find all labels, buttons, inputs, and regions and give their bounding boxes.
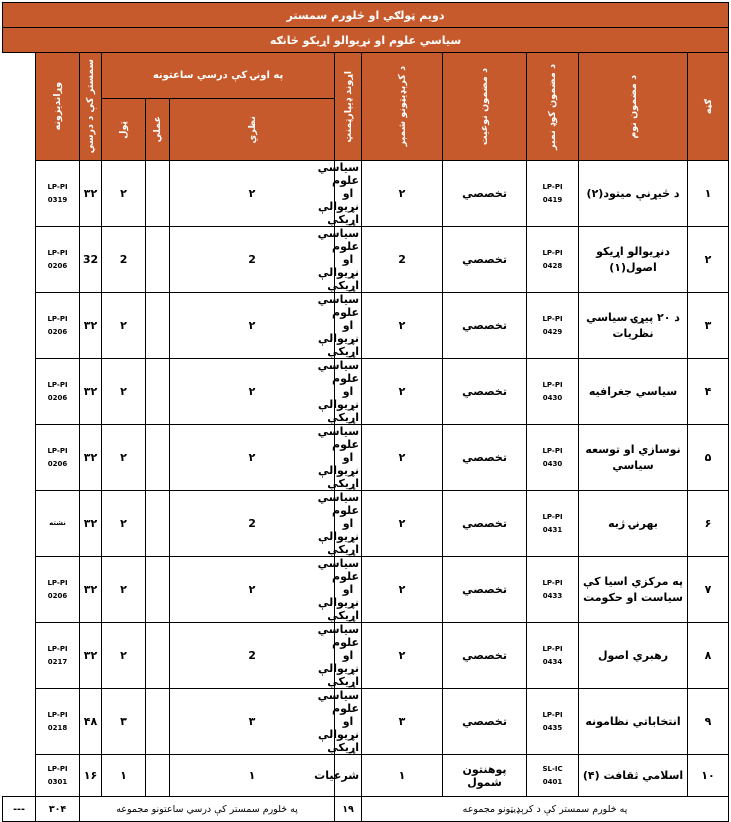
theory-hours: ۲ [170,161,335,227]
semester-hours: ۳۲ [80,623,102,689]
subject-code-number: 0433 [542,591,563,600]
semester-hours: ۳۲ [80,425,102,491]
prerequisite [36,755,80,797]
subject-type: تخصصي [443,359,527,425]
subject-type: تخصصي [443,689,527,755]
semester-hours: ۴۸ [80,689,102,755]
practical-hours [146,227,170,293]
subject-type: تخصصي [443,491,527,557]
subject-code-prefix: LP-PI [542,314,563,323]
prerequisite [36,293,80,359]
table-title: دویم ټولګي او څلورم سمستر [3,3,729,28]
department: سیاسي علوم او نړیوالې اړیکې [335,359,362,425]
prerequisite-prefix: LP-PI [47,644,68,653]
subject-code-number: 0428 [542,261,563,270]
theory-hours: ۲ [170,425,335,491]
subject-code-prefix: LP-PI [542,248,563,257]
credits: ۲ [362,293,443,359]
totals-row [3,797,729,822]
subject-code [527,359,579,425]
prerequisite-prefix: LP-PI [47,380,68,389]
credits-total-value: ۱۹ [335,797,362,822]
subject-name: نوسازي او توسعه سیاسي [579,425,688,491]
credits: 2 [362,227,443,293]
subject-code-prefix: LP-PI [542,446,563,455]
total-hours: ۲ [102,293,146,359]
col-header-subject-code: د مضمون کوډ نمبر [527,53,579,161]
credits: ۲ [362,359,443,425]
row-number: ۱ [688,161,729,227]
row-number: ۸ [688,623,729,689]
subject-code-number: 0430 [542,393,563,402]
semester-hours: ۳۲ [80,359,102,425]
subject-code [527,161,579,227]
table-row [3,491,729,557]
row-number: ۱۰ [688,755,729,797]
col-header-credits: د کرېډیټونو شمېر [362,53,443,161]
semester-hours: ۳۲ [80,557,102,623]
practical-hours [146,623,170,689]
prerequisite-number: 0206 [47,261,68,270]
prerequisite-prefix: LP-PI [47,578,68,587]
credits-total-label: په څلورم سمستر کې د کرېډیټونو مجموعه [362,797,729,822]
total-hours: ۳ [102,689,146,755]
col-header-department: اړوند ډیپارټمنټ [335,53,362,161]
credits: ۲ [362,557,443,623]
subject-type: تخصصي [443,425,527,491]
practical-hours [146,359,170,425]
department: شرعیات [335,755,362,797]
total-hours: ۲ [102,491,146,557]
subject-code-prefix: LP-PI [542,710,563,719]
row-number: ۷ [688,557,729,623]
credits: ۲ [362,491,443,557]
table-row [3,689,729,755]
prerequisite-number: 0206 [47,591,68,600]
department: سیاسي علوم او نړیوالې اړیکې [335,623,362,689]
theory-hours: 2 [170,491,335,557]
subject-type: تخصصي [443,557,527,623]
prerequisite-number: 0206 [47,459,68,468]
subject-code-prefix: LP-PI [542,578,563,587]
practical-hours [146,755,170,797]
subject-code-prefix: LP-PI [542,644,563,653]
prerequisite-total: --- [3,797,36,822]
row-number: ۴ [688,359,729,425]
row-number: ۳ [688,293,729,359]
total-hours: ۲ [102,161,146,227]
department: سیاسي علوم او نړیوالې اړیکې [335,425,362,491]
subject-code [527,293,579,359]
subject-code [527,689,579,755]
department: سیاسي علوم او نړیوالې اړیکې [335,293,362,359]
prerequisite [36,491,80,557]
prerequisite-prefix: LP-PI [47,248,68,257]
col-header-practical: عملي [146,99,170,161]
semester-hours: ۳۲ [80,491,102,557]
row-number: ۹ [688,689,729,755]
theory-hours: 2 [170,623,335,689]
total-hours: ۲ [102,623,146,689]
subject-name: بهرنۍ ژبه [579,491,688,557]
subject-code-prefix: LP-PI [542,512,563,521]
total-hours: ۱ [102,755,146,797]
subject-name: د ۲۰ پیړۍ سیاسي نظریات [579,293,688,359]
subject-code-number: 0430 [542,459,563,468]
col-header-subject-type: د مضمون نوعیت [443,53,527,161]
col-header-prerequisite: وړاندیزونه [36,53,80,161]
theory-hours: ۳ [170,689,335,755]
col-header-weekly-hours: په اونۍ کې درسي ساعتونه [102,53,335,99]
theory-hours: ۲ [170,359,335,425]
subject-code-prefix: SL-IC [542,764,563,773]
col-header-total: ټول [102,99,146,161]
hours-total-value: ۳۰۴ [36,797,80,822]
department: سیاسي علوم او نړیوالې اړیکې [335,227,362,293]
col-header-subject-name: د مضمون نوم [579,53,688,161]
table-row [3,755,729,797]
prerequisite-number: 0301 [47,777,68,786]
subject-name: د څیړنې میتود(۲) [579,161,688,227]
subject-code-number: 0429 [542,327,563,336]
theory-hours: 2 [170,227,335,293]
practical-hours [146,425,170,491]
total-hours: ۲ [102,359,146,425]
prerequisite [36,359,80,425]
subject-type: تخصصي [443,623,527,689]
subject-code-number: 0431 [542,525,563,534]
subject-type: تخصصي [443,161,527,227]
department: سیاسي علوم او نړیوالې اړیکې [335,161,362,227]
practical-hours [146,161,170,227]
total-hours: 2 [102,227,146,293]
prerequisite [36,425,80,491]
table-row [3,293,729,359]
prerequisite [36,689,80,755]
credits: ۳ [362,689,443,755]
subject-code [527,425,579,491]
prerequisite [36,557,80,623]
table-row [3,227,729,293]
prerequisite-prefix: LP-PI [47,446,68,455]
department: سیاسي علوم او نړیوالې اړیکې [335,491,362,557]
credits: ۲ [362,161,443,227]
semester-hours: 32 [80,227,102,293]
theory-hours: ۱ [170,755,335,797]
prerequisite [36,227,80,293]
prerequisite-prefix: LP-PI [47,182,68,191]
total-hours: ۲ [102,557,146,623]
col-header-no: ګڼه [688,53,729,161]
row-number: ۶ [688,491,729,557]
semester-hours: ۳۲ [80,161,102,227]
subject-code [527,557,579,623]
subject-name: سیاسي جغرافیه [579,359,688,425]
practical-hours [146,293,170,359]
semester-hours: ۱۶ [80,755,102,797]
credits: ۱ [362,755,443,797]
subject-code-number: 0435 [542,723,563,732]
subject-code [527,623,579,689]
table-row [3,623,729,689]
prerequisite-prefix: LP-PI [47,314,68,323]
theory-hours: ۲ [170,557,335,623]
total-hours: ۲ [102,425,146,491]
col-header-theory: نظري [170,99,335,161]
subject-code [527,227,579,293]
prerequisite-number: 0218 [47,723,68,732]
semester-hours: ۳۲ [80,293,102,359]
credits: ۲ [362,623,443,689]
subject-code [527,491,579,557]
subject-code-prefix: LP-PI [542,380,563,389]
department: سیاسي علوم او نړیوالې اړیکې [335,557,362,623]
table-row [3,557,729,623]
subject-code-number: 0434 [542,657,563,666]
subject-name: رهبري اصول [579,623,688,689]
theory-hours: ۲ [170,293,335,359]
subject-type: تخصصي [443,227,527,293]
practical-hours [146,557,170,623]
prerequisite-prefix: LP-PI [47,710,68,719]
subject-type: پوهنتون شمول [443,755,527,797]
prerequisite-prefix: LP-PI [47,764,68,773]
prerequisite-number: 0206 [47,393,68,402]
subject-type: تخصصي [443,293,527,359]
prerequisite [36,161,80,227]
subject-name: اسلامي ثقافت (۴) [579,755,688,797]
prerequisite-number: 0319 [47,195,68,204]
subject-code-prefix: LP-PI [542,182,563,191]
practical-hours [146,491,170,557]
subject-name: انتخاباتي نظامونه [579,689,688,755]
table-row [3,425,729,491]
row-number: ۲ [688,227,729,293]
subject-code-number: 0401 [542,777,563,786]
table-row [3,161,729,227]
prerequisite-number: 0217 [47,657,68,666]
practical-hours [146,689,170,755]
prerequisite-prefix: نشته [49,519,66,527]
subject-name: په مرکزي اسیا کې سیاست او حکومت [579,557,688,623]
table-subtitle: سیاسي علوم او نړیوالو اړیکو څانګه [3,28,729,53]
prerequisite-number: 0206 [47,327,68,336]
col-header-semester-hours: سمستر کې د درسي [80,53,102,161]
subject-code-number: 0419 [542,195,563,204]
subject-code [527,755,579,797]
subject-name: دنړیوالو اړیکو اصول(۱) [579,227,688,293]
department: سیاسي علوم او نړیوالې اړیکې [335,689,362,755]
row-number: ۵ [688,425,729,491]
credits: ۲ [362,425,443,491]
curriculum-table [2,2,729,822]
hours-total-label: په څلورم سمستر کې درسي ساعتونو مجموعه [80,797,335,822]
prerequisite [36,623,80,689]
table-row [3,359,729,425]
